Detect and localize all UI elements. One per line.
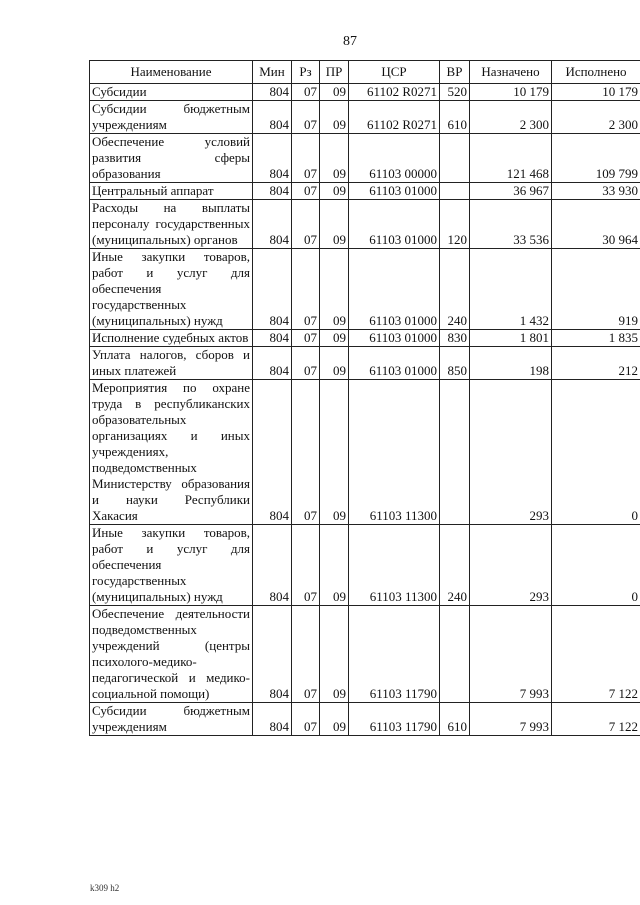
cell-executed: 33 930 [552,183,640,200]
cell-name: Иные закупки товаров, работ и услуг для обеспечения государственных (муниципальных) нужд [90,249,253,330]
table-row [90,380,640,525]
cell-name: Уплата налогов, сборов и иных платежей [90,347,253,380]
cell-csr: 61102 R0271 [349,101,440,134]
cell-executed: 919 [552,249,640,330]
cell-assigned: 1 801 [470,330,552,347]
cell-vr [440,134,470,183]
cell-rz: 07 [292,200,320,249]
cell-pr: 09 [320,101,349,134]
cell-rz: 07 [292,84,320,101]
cell-name: Центральный аппарат [90,183,253,200]
cell-vr: 610 [440,101,470,134]
cell-csr: 61103 01000 [349,183,440,200]
cell-rz: 07 [292,249,320,330]
page-number: 87 [343,34,357,49]
header-pr: ПР [320,61,349,84]
cell-pr: 09 [320,183,349,200]
cell-assigned: 2 300 [470,101,552,134]
cell-csr: 61103 11300 [349,525,440,606]
cell-csr: 61103 01000 [349,200,440,249]
cell-assigned: 10 179 [470,84,552,101]
cell-min: 804 [253,200,292,249]
cell-pr: 09 [320,380,349,525]
cell-name: Обеспечение деятельности подведомственных учреждений (центры психолого-медико-педагогической и медико-социальной помощи) [90,606,253,703]
table-row [90,249,640,330]
cell-vr: 520 [440,84,470,101]
cell-csr: 61103 00000 [349,134,440,183]
cell-min: 804 [253,183,292,200]
cell-min: 804 [253,134,292,183]
cell-pr: 09 [320,200,349,249]
cell-rz: 07 [292,183,320,200]
cell-vr: 120 [440,200,470,249]
table-row [90,703,640,736]
cell-name: Иные закупки товаров, работ и услуг для обеспечения государственных (муниципальных) нужд [90,525,253,606]
cell-executed: 10 179 [552,84,640,101]
cell-vr [440,183,470,200]
cell-pr: 09 [320,134,349,183]
cell-csr: 61103 01000 [349,249,440,330]
cell-name: Субсидии бюджетным учреждениям [90,101,253,134]
cell-executed: 109 799 [552,134,640,183]
cell-assigned: 121 468 [470,134,552,183]
table-row [90,606,640,703]
cell-rz: 07 [292,606,320,703]
cell-name: Расходы на выплаты персоналу государственных (муниципальных) органов [90,200,253,249]
cell-vr: 850 [440,347,470,380]
cell-name: Исполнение судебных актов [90,330,253,347]
cell-name: Мероприятия по охране труда в республиканских образовательных организациях и иных учреждениях, подведомственных Министерству образования и науки Республики Хакасия [90,380,253,525]
footer-code: k309 h2 [90,883,120,893]
cell-rz: 07 [292,101,320,134]
cell-pr: 09 [320,347,349,380]
cell-min: 804 [253,380,292,525]
table-row [90,525,640,606]
header-vr: ВР [440,61,470,84]
cell-min: 804 [253,330,292,347]
cell-csr: 61103 01000 [349,347,440,380]
cell-min: 804 [253,249,292,330]
cell-name: Субсидии [90,84,253,101]
cell-executed: 212 [552,347,640,380]
cell-vr: 240 [440,525,470,606]
table-row [90,101,640,134]
cell-min: 804 [253,703,292,736]
header-min: Мин [253,61,292,84]
table-row [90,330,640,347]
cell-assigned: 1 432 [470,249,552,330]
cell-csr: 61103 01000 [349,330,440,347]
cell-min: 804 [253,347,292,380]
cell-vr: 240 [440,249,470,330]
cell-executed: 0 [552,525,640,606]
cell-csr: 61103 11790 [349,703,440,736]
cell-csr: 61103 11790 [349,606,440,703]
cell-min: 804 [253,525,292,606]
cell-pr: 09 [320,703,349,736]
cell-rz: 07 [292,134,320,183]
cell-vr [440,380,470,525]
cell-executed: 30 964 [552,200,640,249]
budget-table [89,60,640,736]
cell-executed: 2 300 [552,101,640,134]
cell-name: Обеспечение условий развития сферы образования [90,134,253,183]
cell-executed: 0 [552,380,640,525]
cell-csr: 61103 11300 [349,380,440,525]
cell-assigned: 293 [470,380,552,525]
cell-vr: 610 [440,703,470,736]
table-row [90,183,640,200]
header-name: Наименование [90,61,253,84]
cell-assigned: 7 993 [470,703,552,736]
cell-csr: 61102 R0271 [349,84,440,101]
cell-executed: 7 122 [552,606,640,703]
cell-assigned: 33 536 [470,200,552,249]
cell-assigned: 198 [470,347,552,380]
cell-pr: 09 [320,606,349,703]
cell-rz: 07 [292,347,320,380]
table-row [90,347,640,380]
cell-rz: 07 [292,380,320,525]
header-rz: Рз [292,61,320,84]
header-csr: ЦСР [349,61,440,84]
cell-assigned: 36 967 [470,183,552,200]
cell-pr: 09 [320,330,349,347]
table-row [90,84,640,101]
cell-vr [440,606,470,703]
cell-assigned: 293 [470,525,552,606]
table-header-row [90,61,640,84]
cell-executed: 7 122 [552,703,640,736]
cell-min: 804 [253,606,292,703]
cell-pr: 09 [320,525,349,606]
cell-rz: 07 [292,703,320,736]
header-executed: Исполнено [552,61,640,84]
cell-min: 804 [253,84,292,101]
cell-assigned: 7 993 [470,606,552,703]
table-row [90,134,640,183]
cell-pr: 09 [320,84,349,101]
cell-vr: 830 [440,330,470,347]
header-assigned: Назначено [470,61,552,84]
cell-min: 804 [253,101,292,134]
cell-pr: 09 [320,249,349,330]
table-row [90,200,640,249]
cell-name: Субсидии бюджетным учреждениям [90,703,253,736]
cell-rz: 07 [292,330,320,347]
cell-executed: 1 835 [552,330,640,347]
cell-rz: 07 [292,525,320,606]
